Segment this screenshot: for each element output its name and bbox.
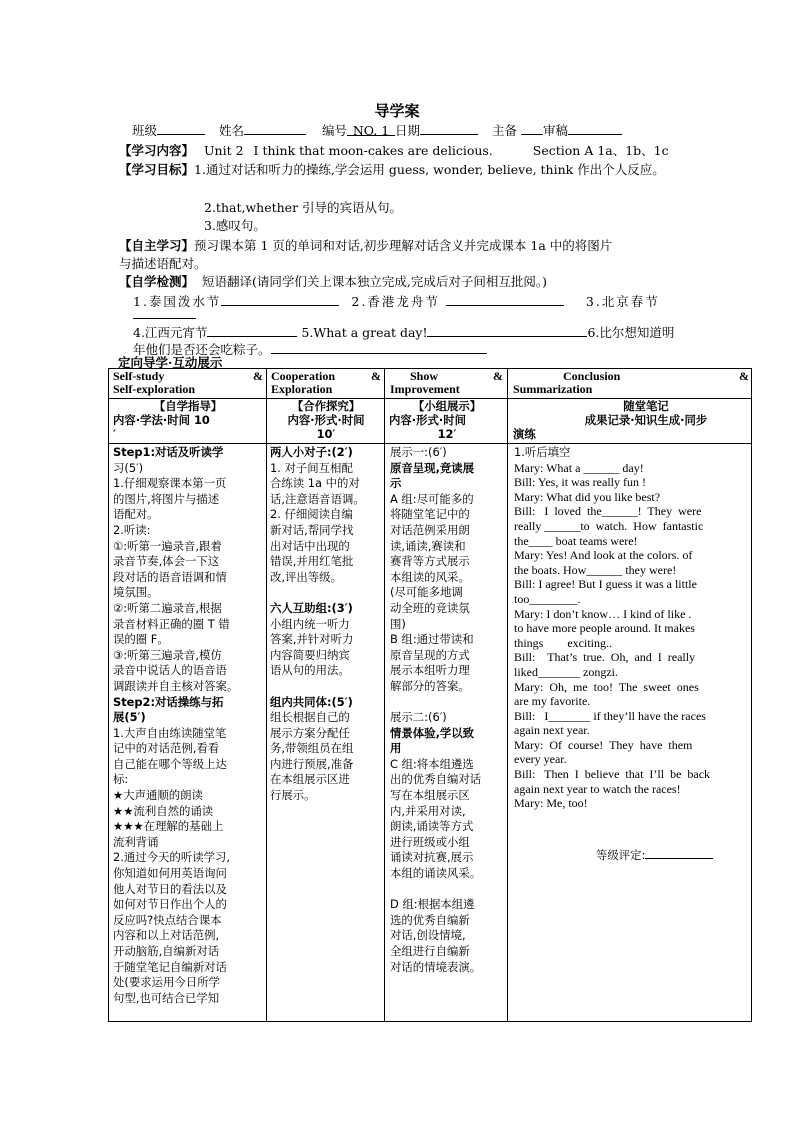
text-line: 调跟读并自主核对答案。 [113, 678, 239, 693]
dialogue-line: things exciting.. [514, 635, 612, 650]
cooperation-column [270, 445, 384, 1020]
text-line: 流利背诵 [113, 834, 159, 849]
subheader-show: 【小组展示】 内容·形式·时间 12′ [389, 399, 482, 441]
text-line: 组长根据自己的 [270, 710, 350, 725]
date-field[interactable] [420, 121, 478, 135]
q3-answer[interactable] [133, 318, 196, 319]
content-unit: Unit 2 [204, 143, 244, 158]
dialogue-line: Bill: I agree! But I guess it was a little [514, 577, 697, 592]
content-sentence: I think that moon-cakes are delicious. [253, 143, 493, 158]
self-check-line [119, 273, 547, 290]
text-line: 出对话中出现的 [270, 538, 350, 553]
q4-label: 4.江西元宵节 [133, 325, 208, 340]
q2-label: 2.香港龙舟节 [351, 294, 440, 309]
header-cooperation: Cooperation & Exploration [271, 370, 381, 396]
self-study-label: 【自主学习】 [119, 238, 195, 253]
class-field[interactable] [157, 121, 205, 135]
text-line: 全组进行自编新 [390, 944, 470, 958]
text-line: 内进行预展,准备 [270, 756, 354, 771]
q3-label: 3.北京春节 [585, 294, 660, 309]
header-show: Show & Improvement [390, 370, 503, 396]
grade-field[interactable] [645, 847, 713, 859]
text-line: 情景体验,学以致 [390, 725, 475, 740]
text-line: 选的优秀自编新 [390, 912, 470, 927]
text-line: 如何对节日作出个人的 [113, 897, 227, 912]
text-line: 读,诵读,赛读和 [390, 538, 466, 553]
q1-label: 1.泰国泼水节 [133, 294, 222, 309]
text-line: 处(要求运用今日所学 [113, 975, 220, 990]
text-line: 录音中说话人的语音语 [113, 663, 227, 678]
text-line [390, 882, 506, 898]
text-line: 本组的诵读风采。 [390, 866, 482, 881]
text-line: 将随堂笔记中的 [390, 507, 470, 522]
dialogue-line: Mary: Of course! They have them [514, 737, 693, 752]
text-line: 1.大声自由练读随堂笔 [113, 725, 227, 740]
text-line: 本组读的风采。 [390, 569, 470, 584]
text-line: 错误,并用红笔批 [270, 554, 354, 569]
text-line: ③:听第三遍录音,模仿 [113, 647, 222, 662]
column-divider [384, 369, 385, 1021]
self-study-text-2: 与描述语配对。 [119, 256, 207, 271]
q5-label: 5.What a great day! [301, 325, 428, 340]
text-line: 务,带领组员在组 [270, 741, 354, 756]
dialogue-line: Bill: That’s true. Oh, and I really [514, 650, 696, 665]
header-conclusion: Conclusion & Summarization [513, 370, 749, 396]
self-study-column [113, 445, 265, 1020]
text-line: 误的圈 F。 [113, 632, 169, 647]
study-table [108, 368, 752, 1022]
text-line: 展示二:(6′) [390, 710, 447, 725]
content-section: Section A 1a、1b、1c [532, 143, 669, 158]
dialogue-line: the boats. How______ they were! [514, 562, 677, 577]
text-line: 记中的对话范例,看看 [113, 741, 220, 756]
dialogue-line: Mary: What a ______ day! [514, 460, 644, 475]
text-line: 出的优秀自编对话 [390, 772, 482, 787]
text-line: (尽可能多地调 [390, 585, 463, 600]
dialogue-line: Bill: I loved the______! They were [514, 504, 702, 519]
text-line: 两人小对子:(2′) [270, 445, 353, 459]
text-line: 对话的情境表演。 [390, 959, 482, 974]
review-label: 审稿 [543, 123, 569, 138]
text-line: C 组:将本组遴选 [390, 756, 474, 771]
review-field[interactable] [568, 121, 622, 135]
text-line: 反应吗?快点结合课本 [113, 912, 222, 927]
text-line: Step1:对话及听读学 [113, 445, 224, 459]
text-line: 语从句的用法。 [270, 663, 350, 678]
text-line: 语配对。 [113, 507, 159, 522]
text-line: 自己能在哪个等级上达 [113, 756, 227, 771]
number-label: 编号 [322, 123, 348, 138]
self-study-text-1: 预习课本第 1 页的单词和对话,初步理解对话含义并完成课本 1a 中的将图片 [194, 238, 613, 253]
self-check-intro: 短语翻译(请同学们关上课本独立完成,完成后对子间相互批阅。) [202, 274, 547, 289]
q6-label-cont: 年他们是否还会吃粽子。 [133, 342, 271, 357]
text-line: 展示一:(6′) [390, 445, 447, 459]
text-line: 答案,并针对听力 [270, 632, 354, 647]
text-line: B 组:通过带读和 [390, 632, 474, 647]
text-line [270, 585, 384, 601]
dialogue-line: are my favorite. [514, 694, 591, 709]
text-line: 1.仔细观察课本第一页 [113, 476, 227, 491]
show-column [390, 445, 506, 1020]
text-line: 展(5′) [113, 710, 146, 725]
text-line: 录音节奏,体会一下这 [113, 554, 220, 569]
text-line: 习(5′) [113, 460, 144, 475]
q6-answer[interactable] [271, 340, 487, 354]
dialogue-line: every year. [514, 752, 567, 767]
grade-label: 等级评定: [596, 847, 646, 862]
goal-1: 1.通过对话和听力的操练,学会运用 guess, wonder, believe, think 作出个人反应。 [194, 162, 665, 177]
text-line: 解部分的答案。 [390, 678, 470, 693]
text-line: 段对话的语音语调和情 [113, 569, 227, 584]
editor-field[interactable] [521, 121, 543, 135]
text-line: 行展示。 [270, 788, 316, 803]
text-line: 2. 仔细阅读自编 [270, 507, 353, 522]
text-line: 新对话,帮同学找 [270, 522, 354, 537]
content-line [119, 142, 669, 159]
text-line: ★★流利自然的诵读 [113, 803, 214, 818]
text-line: 于随堂笔记自编新对话 [113, 959, 227, 974]
document-title: 导学案 [374, 102, 420, 120]
text-line: 写在本组展示区 [390, 788, 470, 803]
dialogue-line: Mary: Me, too! [514, 796, 588, 811]
text-line: 2.通过今天的听读学习, [113, 850, 231, 865]
grade-row [596, 847, 748, 864]
text-line: 展示本组听力理 [390, 663, 470, 678]
goals-label: 【学习目标】 [119, 162, 195, 177]
text-line: 内,并采用对读, [390, 803, 466, 818]
dialogue-line: again next year. [514, 723, 590, 738]
info-line [132, 121, 622, 139]
dialogue-line: to have more people around. It makes [514, 621, 695, 636]
self-study-line-1 [119, 237, 612, 254]
text-line: 内容简要归纳宾 [270, 647, 350, 662]
q4-answer[interactable] [207, 323, 297, 337]
dialogue-line: the____ boat teams were! [514, 533, 638, 548]
text-line: 在本组展示区进 [270, 772, 350, 787]
text-line: 录音材料正确的圈 T 错 [113, 616, 230, 631]
goal-2: 2.that,whether 引导的宾语从句。 [204, 200, 403, 215]
dialogue-line: Mary: Yes! And look at the colors. of [514, 548, 693, 563]
header-self-study: Self-study & Self-exploration [113, 370, 263, 396]
name-field[interactable] [244, 121, 306, 135]
text-line: 诵读对抗赛,展示 [390, 850, 474, 865]
number-value: NO. 1 [347, 122, 395, 136]
text-line: A 组:尽可能多的 [390, 491, 474, 506]
text-line: 内容和以上对话范例, [113, 928, 220, 943]
text-line: ①:听第一遍录音,跟着 [113, 538, 222, 553]
text-line: 原音呈现的方式 [390, 647, 470, 662]
text-line: ②:听第二遍录音,根据 [113, 600, 222, 615]
subheader-self-study: 【自学指导】 内容·学法·时间 10 ′ [113, 399, 223, 441]
text-line: 六人互助组:(3′) [270, 600, 353, 615]
self-check-row-2 [133, 323, 674, 341]
text-line: 组内共同体:(5′) [270, 694, 353, 709]
dialogue-line: again next year to watch the races! [514, 781, 681, 796]
text-line: 1. 对子间互相配 [270, 460, 353, 475]
text-line: ★★★在理解的基础上 [113, 819, 224, 834]
dialogue-line: liked_______ zongzi. [514, 664, 618, 679]
content-label: 【学习内容】 [119, 143, 195, 158]
text-line: 2.听读: [113, 522, 151, 537]
notes-column [514, 445, 748, 1020]
text-line: D 组:根据本组遴 [390, 897, 475, 912]
q2-answer[interactable] [446, 292, 564, 306]
section-heading: 定向导学·互动展示 [118, 355, 223, 370]
text-line: 你知道如何用英语询问 [113, 866, 227, 881]
text-line: 改,评出等级。 [270, 569, 342, 584]
text-line: 合练读 1a 中的对 [270, 476, 360, 491]
dialogue-line: Bill: Then I believe that I’ll be back [514, 767, 711, 782]
text-line: ★大声通顺的朗读 [113, 788, 203, 803]
text-line: 对话范例采用朗 [390, 522, 470, 537]
self-check-row-1 [133, 292, 660, 310]
text-line: Step2:对话操练与拓 [113, 694, 224, 709]
text-line: 句型,也可结合已学知 [113, 990, 220, 1005]
date-label: 日期 [395, 123, 421, 138]
text-line [270, 679, 384, 695]
text-line: 动全班的竞读氛 [390, 600, 470, 615]
column-divider [507, 369, 508, 1021]
notes-heading: 1.听后填空 [514, 445, 571, 459]
editor-label: 主备 [492, 123, 518, 138]
q1-answer[interactable] [221, 292, 339, 306]
text-line: 话,注意语音语调。 [270, 491, 365, 506]
q5-answer[interactable] [427, 323, 587, 337]
text-line: 他人对节日的看法以及 [113, 881, 227, 896]
text-line: 小组内统一听力 [270, 616, 350, 631]
dialogue-line: Bill: Yes, it was really fun ! [514, 475, 646, 490]
dialogue-line: Mary: What did you like best? [514, 489, 661, 504]
text-line: 示 [390, 476, 402, 491]
text-line: 展示方案分配任 [270, 725, 350, 740]
text-line: 赛背等方式展示 [390, 554, 470, 569]
text-line: 境氛围。 [113, 585, 159, 600]
text-line: 进行班级或小组 [390, 834, 470, 849]
goal-line-1 [119, 161, 665, 178]
dialogue-line: too________. [514, 591, 581, 606]
column-divider [266, 369, 267, 1021]
text-line: 朗读,诵读等方式 [390, 819, 474, 834]
text-line: 的图片,将图片与描述 [113, 491, 220, 506]
dialogue-line: Bill: I_______ if they’ll have the races [514, 708, 706, 723]
row-divider [109, 443, 751, 444]
text-line: 原音呈现,竞读展 [390, 460, 475, 475]
q6-label: 6.比尔想知道明 [587, 325, 675, 340]
class-label: 班级 [132, 123, 158, 138]
text-line: 开动脑筋,自编新对话 [113, 944, 220, 958]
self-check-label: 【自学检测】 [119, 274, 195, 289]
text-line: 用 [390, 741, 402, 756]
name-label: 姓名 [219, 123, 245, 138]
subheader-notes: 随堂笔记 成果记录·知识生成·同步 演练 [513, 399, 708, 441]
dialogue-line: Mary: Oh, me too! The sweet ones [514, 679, 699, 694]
text-line: 标: [113, 772, 129, 787]
text-line: 围) [390, 616, 406, 631]
goal-3: 3.感叹句。 [204, 218, 266, 233]
text-line [390, 695, 506, 711]
dialogue-line: really ______to watch. How fantastic [514, 518, 704, 533]
subheader-cooperation: 【合作探究】 内容·形式·时间 10′ [287, 399, 365, 441]
dialogue-line: Mary: I don’t know… I kind of like . [514, 606, 692, 621]
text-line: 对话,创设情境, [390, 928, 466, 943]
